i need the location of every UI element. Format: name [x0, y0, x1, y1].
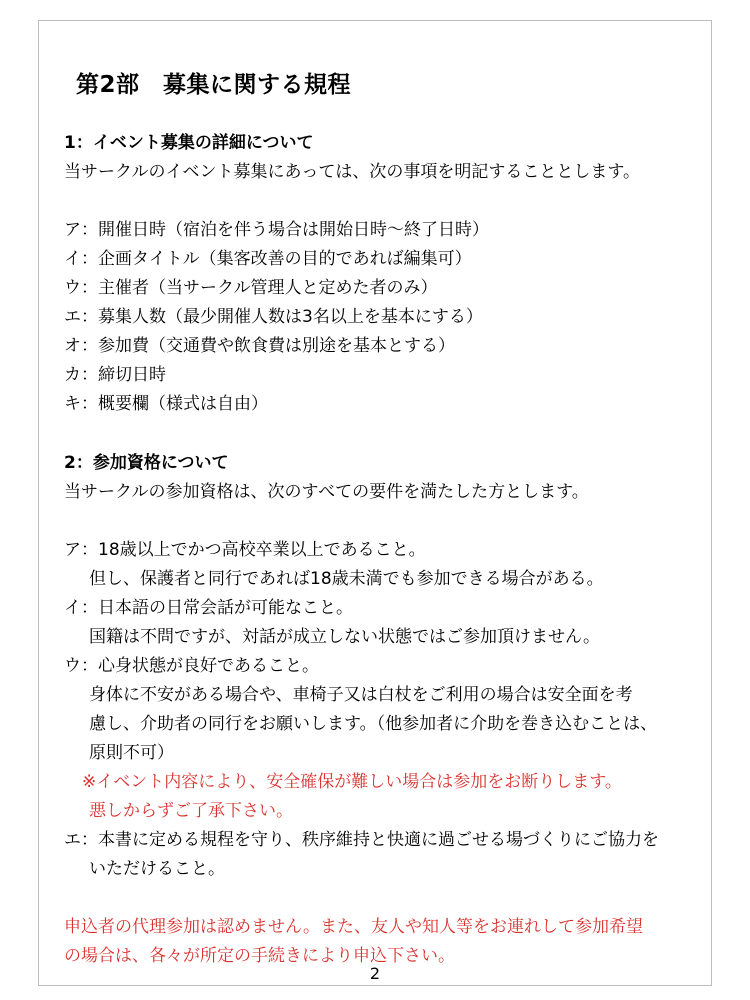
closing-line-1: 申込者の代理参加は認めません。また、友人や知人等をお連れして参加希望: [64, 917, 644, 937]
warning-line-2: 悪しからずご了承下さい。: [89, 801, 293, 821]
page-title: 第2部 募集に関する規程: [76, 72, 352, 98]
section-1-item-o: オ：参加費（交通費や飲食費は別途を基本とする）: [64, 336, 455, 356]
section-1-item-u: ウ：主催者（当サークル管理人と定めた者のみ）: [64, 278, 438, 298]
warning-line-1: ※イベント内容により、安全確保が難しい場合は参加をお断りします。: [82, 772, 622, 792]
section-1-item-ka: カ：締切日時: [64, 365, 166, 385]
section-2-item-i: イ：日本語の日常会話が可能なこと。: [64, 598, 353, 618]
section-1-heading: 1：イベント募集の詳細について: [64, 133, 314, 153]
section-2-item-u-note-1: 身体に不安がある場合や、車椅子又は白杖をご利用の場合は安全面を考: [89, 685, 633, 705]
section-1-item-a: ア：開催日時（宿泊を伴う場合は開始日時～終了日時）: [64, 220, 489, 240]
section-2-item-u: ウ：心身状態が良好であること。: [64, 656, 319, 676]
closing-line-2: の場合は、各々が所定の手続きにより申込下さい。: [64, 946, 455, 966]
section-2-item-u-note-2: 慮し、介助者の同行をお願いします。（他参加者に介助を巻き込むことは、: [89, 714, 658, 734]
section-2-heading: 2：参加資格について: [64, 453, 229, 473]
section-2-item-a: ア：18歳以上でかつ高校卒業以上であること。: [64, 540, 426, 560]
section-2-item-e-1: エ：本書に定める規程を守り、秩序維持と快適に過ごせる場づくりにご協力を: [64, 830, 659, 850]
section-2-item-e-2: いただけること。: [89, 859, 225, 879]
page-number: 2: [369, 964, 381, 983]
section-1-item-ki: キ：概要欄（様式は自由）: [64, 394, 268, 414]
section-2-item-a-note: 但し、保護者と同行であれば18歳未満でも参加できる場合がある。: [89, 569, 604, 589]
section-1-item-e: エ：募集人数（最少開催人数は3名以上を基本にする）: [64, 307, 483, 327]
section-1-intro: 当サークルのイベント募集にあっては、次の事項を明記することとします。: [64, 162, 640, 182]
section-2-intro: 当サークルの参加資格は、次のすべての要件を満たした方とします。: [64, 482, 589, 502]
section-1-item-i: イ：企画タイトル（集客改善の目的であれば編集可）: [64, 249, 472, 269]
section-2-item-i-note: 国籍は不問ですが、対話が成立しない状態ではご参加頂けません。: [89, 627, 601, 647]
section-2-item-u-note-3: 原則不可）: [89, 743, 174, 763]
